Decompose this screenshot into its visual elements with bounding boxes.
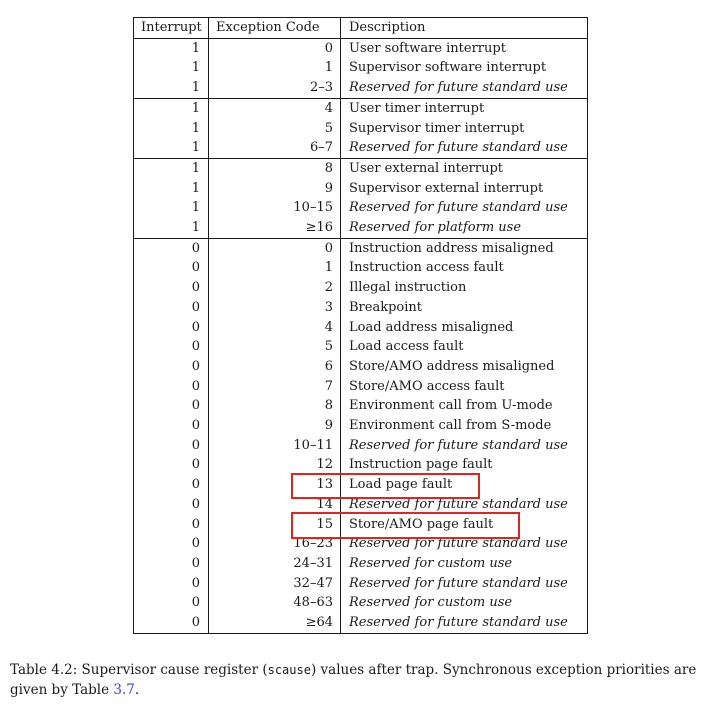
table-row (134, 554, 588, 574)
interrupt-cell: 1 (134, 58, 209, 78)
interrupt-cell: 1 (134, 138, 209, 158)
interrupt-cell: 1 (134, 158, 209, 178)
description-cell: Reserved for future standard use (349, 80, 568, 96)
exception-code-cell: 1 (209, 258, 341, 278)
interrupt-cell: 0 (134, 298, 209, 318)
table-header-row (134, 18, 588, 39)
description-cell: Instruction address misaligned (341, 238, 588, 258)
exception-code-cell: 7 (209, 377, 341, 397)
caption-text: ) values after trap. Synchronous exception priorities (310, 662, 670, 678)
exception-code-cell: 3 (209, 298, 341, 318)
table-row (134, 218, 588, 238)
description-cell: Illegal instruction (349, 280, 467, 296)
table-row (134, 258, 588, 278)
table-row (134, 357, 588, 377)
exception-code-cell: 15 (209, 515, 341, 535)
interrupt-cell: 0 (134, 495, 209, 515)
description-cell: Environment call from U-mode (349, 398, 553, 414)
description-cell: Load address misaligned (349, 319, 514, 335)
description-cell: Store/AMO page fault (349, 516, 494, 532)
interrupt-cell: 0 (134, 515, 209, 535)
exception-code-cell: ≥16 (209, 218, 341, 238)
description-cell: User timer interrupt (341, 98, 588, 118)
interrupt-cell: 0 (134, 613, 209, 633)
interrupt-cell: 0 (134, 436, 209, 456)
exception-code-cell: 13 (209, 475, 341, 495)
interrupt-cell: 1 (134, 78, 209, 98)
description-cell: Supervisor timer interrupt (349, 120, 525, 136)
table-row (134, 318, 588, 338)
interrupt-cell: 1 (134, 98, 209, 118)
interrupt-cell: 1 (134, 179, 209, 199)
exception-code-cell: 5 (209, 337, 341, 357)
scause-register-name: scause (267, 663, 311, 677)
caption-text: Table 4.2: Supervisor cause register ( (10, 662, 268, 678)
interrupt-cell: 0 (134, 416, 209, 436)
table-row (134, 38, 588, 58)
table-3-7-link[interactable]: 3.7 (113, 682, 135, 698)
table-row (134, 613, 588, 633)
interrupt-cell: 1 (134, 198, 209, 218)
table-row (134, 198, 588, 218)
exception-code-cell: 8 (209, 396, 341, 416)
table-body (134, 38, 588, 633)
description-cell: Instruction access fault (349, 260, 504, 276)
interrupt-cell: 0 (134, 593, 209, 613)
header-exception-code: Exception Code (209, 18, 341, 39)
table-row (134, 377, 588, 397)
caption-line1 (10, 662, 674, 678)
table-row (134, 78, 588, 98)
interrupt-cell: 0 (134, 574, 209, 594)
exception-code-cell: 6 (209, 357, 341, 377)
table-row (134, 574, 588, 594)
table-row (134, 119, 588, 139)
exception-code-cell: 12 (209, 455, 341, 475)
interrupt-cell: 0 (134, 258, 209, 278)
description-cell: Reserved for future standard use (349, 615, 568, 631)
interrupt-cell: 1 (134, 38, 209, 58)
table-row (134, 238, 588, 258)
description-cell: Reserved for future standard use (349, 200, 568, 216)
interrupt-cell: 0 (134, 455, 209, 475)
table-row (134, 158, 588, 178)
exception-code-cell: 0 (209, 38, 341, 58)
exception-code-cell: 10–15 (209, 198, 341, 218)
interrupt-cell: 0 (134, 396, 209, 416)
interrupt-cell: 0 (134, 318, 209, 338)
table-row (134, 278, 588, 298)
interrupt-cell: 0 (134, 534, 209, 554)
exception-code-cell: 4 (209, 98, 341, 118)
caption-text: are given by Table (10, 662, 697, 698)
table-row (134, 436, 588, 456)
description-cell: Reserved for custom use (349, 555, 513, 571)
interrupt-cell: 0 (134, 377, 209, 397)
description-cell: Reserved for future standard use (349, 437, 568, 453)
exception-code-cell: 48–63 (209, 593, 341, 613)
table-row (134, 179, 588, 199)
description-cell: Reserved for future standard use (349, 496, 568, 512)
exception-code-cell: 14 (209, 495, 341, 515)
interrupt-cell: 0 (134, 238, 209, 258)
scause-table (133, 17, 588, 634)
description-cell: Reserved for custom use (349, 595, 513, 611)
exception-code-cell: 24–31 (209, 554, 341, 574)
description-cell: Reserved for platform use (349, 220, 522, 236)
highlight-box-load-page-fault (291, 473, 480, 499)
header-interrupt: Interrupt (134, 18, 209, 39)
description-cell: Reserved for future standard use (349, 575, 568, 591)
exception-code-cell: ≥64 (209, 613, 341, 633)
table-row (134, 98, 588, 118)
exception-code-cell: 2–3 (209, 78, 341, 98)
exception-code-cell: 6–7 (209, 138, 341, 158)
description-cell: Environment call from S-mode (349, 418, 552, 434)
interrupt-cell: 0 (134, 278, 209, 298)
interrupt-cell: 1 (134, 119, 209, 139)
exception-code-cell: 10–11 (209, 436, 341, 456)
description-cell: Load access fault (349, 339, 464, 355)
table-row (134, 298, 588, 318)
exception-code-cell: 9 (209, 416, 341, 436)
description-cell: Instruction page fault (349, 457, 493, 473)
exception-code-cell: 2 (209, 278, 341, 298)
description-cell: Supervisor external interrupt (349, 180, 544, 196)
description-cell: User external interrupt (341, 158, 588, 178)
exception-code-cell: 1 (209, 58, 341, 78)
description-cell: Load page fault (349, 477, 453, 493)
description-cell: Store/AMO access fault (349, 378, 505, 394)
exception-code-cell: 5 (209, 119, 341, 139)
table-caption (10, 660, 710, 700)
description-cell: User software interrupt (349, 40, 506, 56)
table-row (134, 593, 588, 613)
description-cell: Reserved for future standard use (349, 140, 568, 156)
description-cell: Reserved for future standard use (349, 536, 568, 552)
description-cell: Store/AMO address misaligned (349, 358, 555, 374)
table-row (134, 396, 588, 416)
description-cell: Breakpoint (349, 299, 422, 315)
interrupt-cell: 0 (134, 357, 209, 377)
exception-code-cell: 32–47 (209, 574, 341, 594)
description-cell: Supervisor software interrupt (349, 60, 547, 76)
interrupt-cell: 0 (134, 337, 209, 357)
table-row (134, 337, 588, 357)
highlight-box-store-amo-page-fault (291, 512, 520, 539)
table-row (134, 58, 588, 78)
table-row (134, 416, 588, 436)
interrupt-cell: 0 (134, 475, 209, 495)
exception-code-cell: 0 (209, 238, 341, 258)
caption-text: . (134, 682, 140, 698)
exception-code-cell: 8 (209, 158, 341, 178)
exception-code-cell: 4 (209, 318, 341, 338)
exception-code-cell: 16–23 (209, 534, 341, 554)
table-row (134, 138, 588, 158)
header-description: Description (341, 18, 588, 39)
interrupt-cell: 0 (134, 554, 209, 574)
interrupt-cell: 1 (134, 218, 209, 238)
exception-code-cell: 9 (209, 179, 341, 199)
